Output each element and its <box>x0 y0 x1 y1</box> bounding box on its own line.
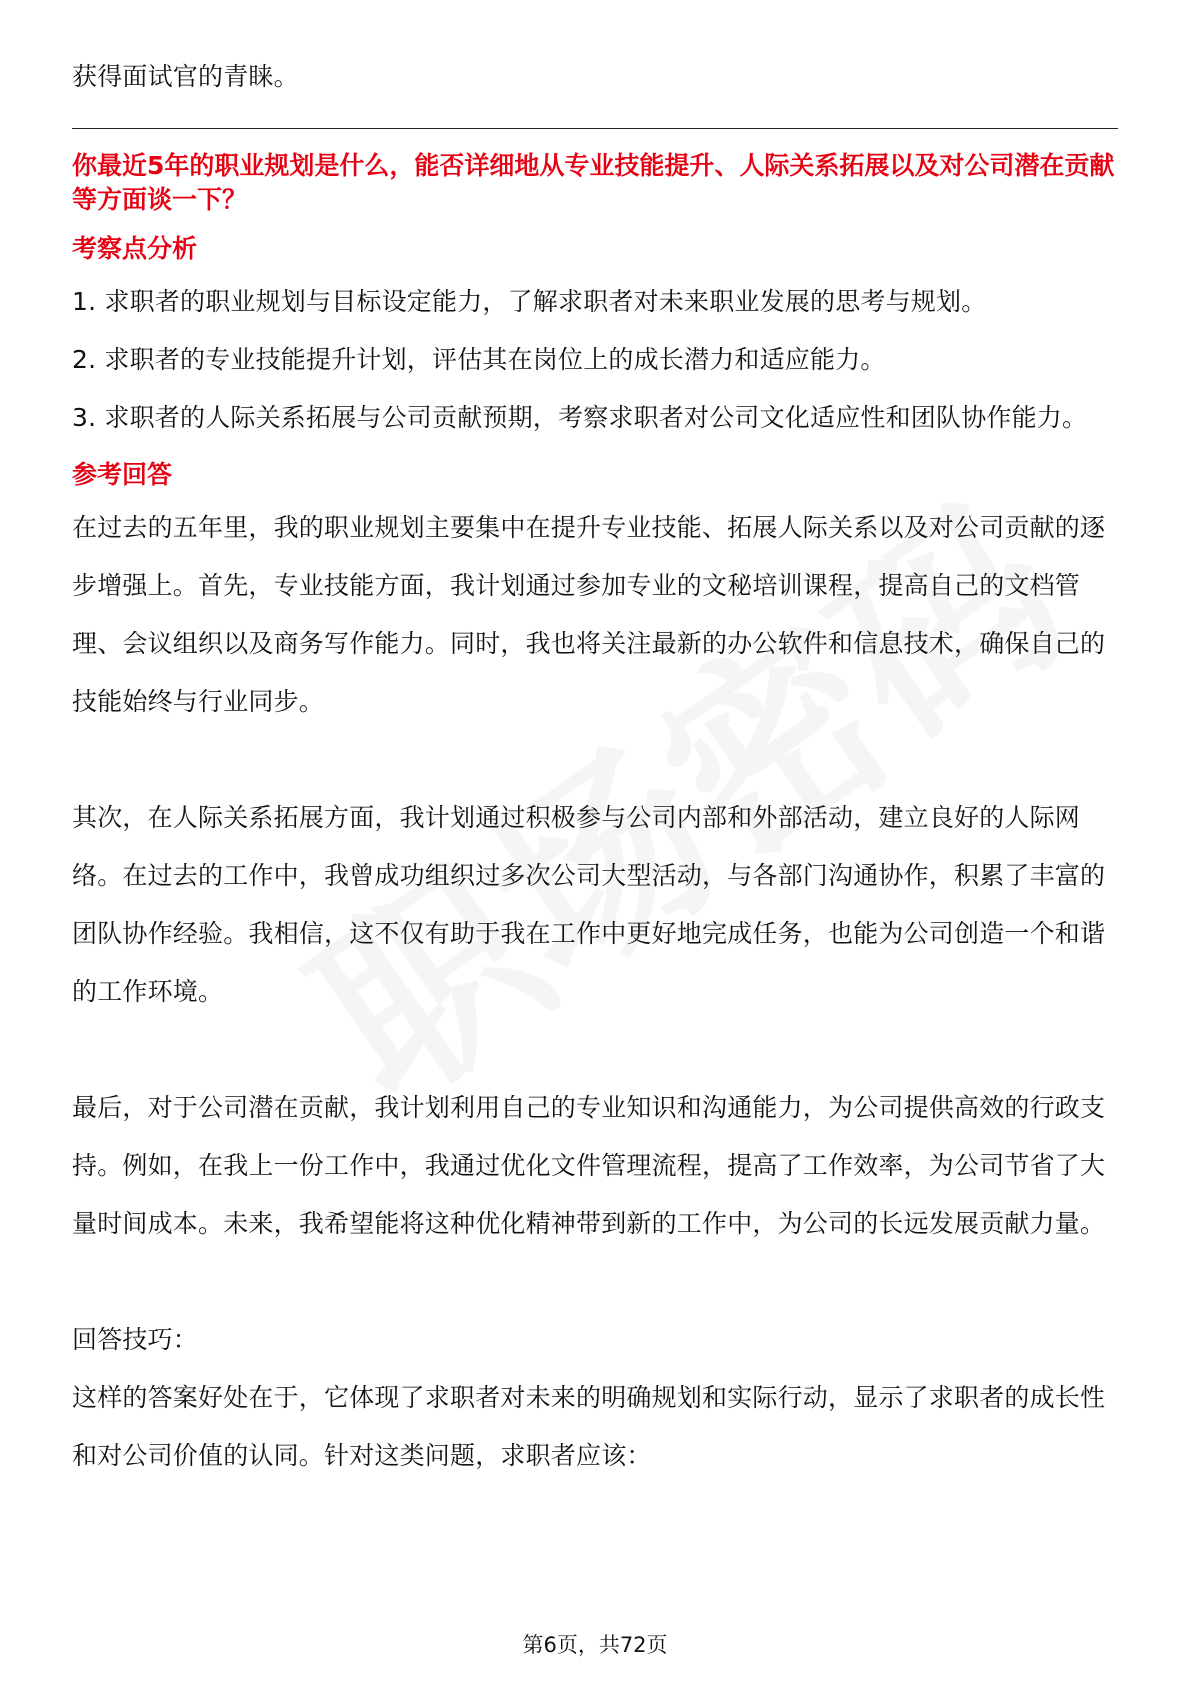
continuation-text: 获得面试官的青睐。 <box>72 62 299 91</box>
page-content <box>72 48 1118 1485</box>
analysis-title: 考察点分析 <box>72 234 198 263</box>
question-heading: 你最近5年的职业规划是什么，能否详细地从专业技能提升、人际关系拓展以及对公司潜在贡献等方面谈一下？ <box>72 151 1115 214</box>
tips-text: 这样的答案好处在于，它体现了求职者对未来的明确规划和实际行动，显示了求职者的成长性和对公司价值的认同。针对这类问题，求职者应该： <box>72 1383 1106 1470</box>
answer-paragraph: 最后，对于公司潜在贡献，我计划利用自己的专业知识和沟通能力，为公司提供高效的行政支持。例如，在我上一份工作中，我通过优化文件管理流程，提高了工作效率，为公司节省了大量时间成本。未来，我希望能将这种优化精神带到新的工作中，为公司的长远发展贡献力量。 <box>72 1093 1106 1238</box>
divider <box>72 128 1118 129</box>
paragraph-gap <box>72 1253 1118 1311</box>
tips-title: 回答技巧： <box>72 1325 199 1354</box>
analysis-item: 2. 求职者的专业技能提升计划，评估其在岗位上的成长潜力和适应能力。 <box>72 345 886 374</box>
answer-paragraph: 其次，在人际关系拓展方面，我计划通过积极参与公司内部和外部活动，建立良好的人际网络。在过去的工作中，我曾成功组织过多次公司大型活动，与各部门沟通协作，积累了丰富的团队协作经验。我相信，这不仅有助于我在工作中更好地完成任务，也能为公司创造一个和谐的工作环境。 <box>72 803 1106 1006</box>
paragraph-gap <box>72 1021 1118 1079</box>
analysis-item: 1. 求职者的职业规划与目标设定能力，了解求职者对未来职业发展的思考与规划。 <box>72 287 987 316</box>
answer-title: 参考回答 <box>72 460 173 489</box>
analysis-item: 3. 求职者的人际关系拓展与公司贡献预期，考察求职者对公司文化适应性和团队协作能力。 <box>72 403 1088 432</box>
answer-paragraph: 在过去的五年里，我的职业规划主要集中在提升专业技能、拓展人际关系以及对公司贡献的逐步增强上。首先，专业技能方面，我计划通过参加专业的文秘培训课程，提高自己的文档管理、会议组织以及商务写作能力。同时，我也将关注最新的办公软件和信息技术，确保自己的技能始终与行业同步。 <box>72 513 1106 716</box>
page-number: 第6页，共72页 <box>522 1633 668 1657</box>
analysis-list <box>72 273 1118 447</box>
paragraph-gap <box>72 731 1118 789</box>
